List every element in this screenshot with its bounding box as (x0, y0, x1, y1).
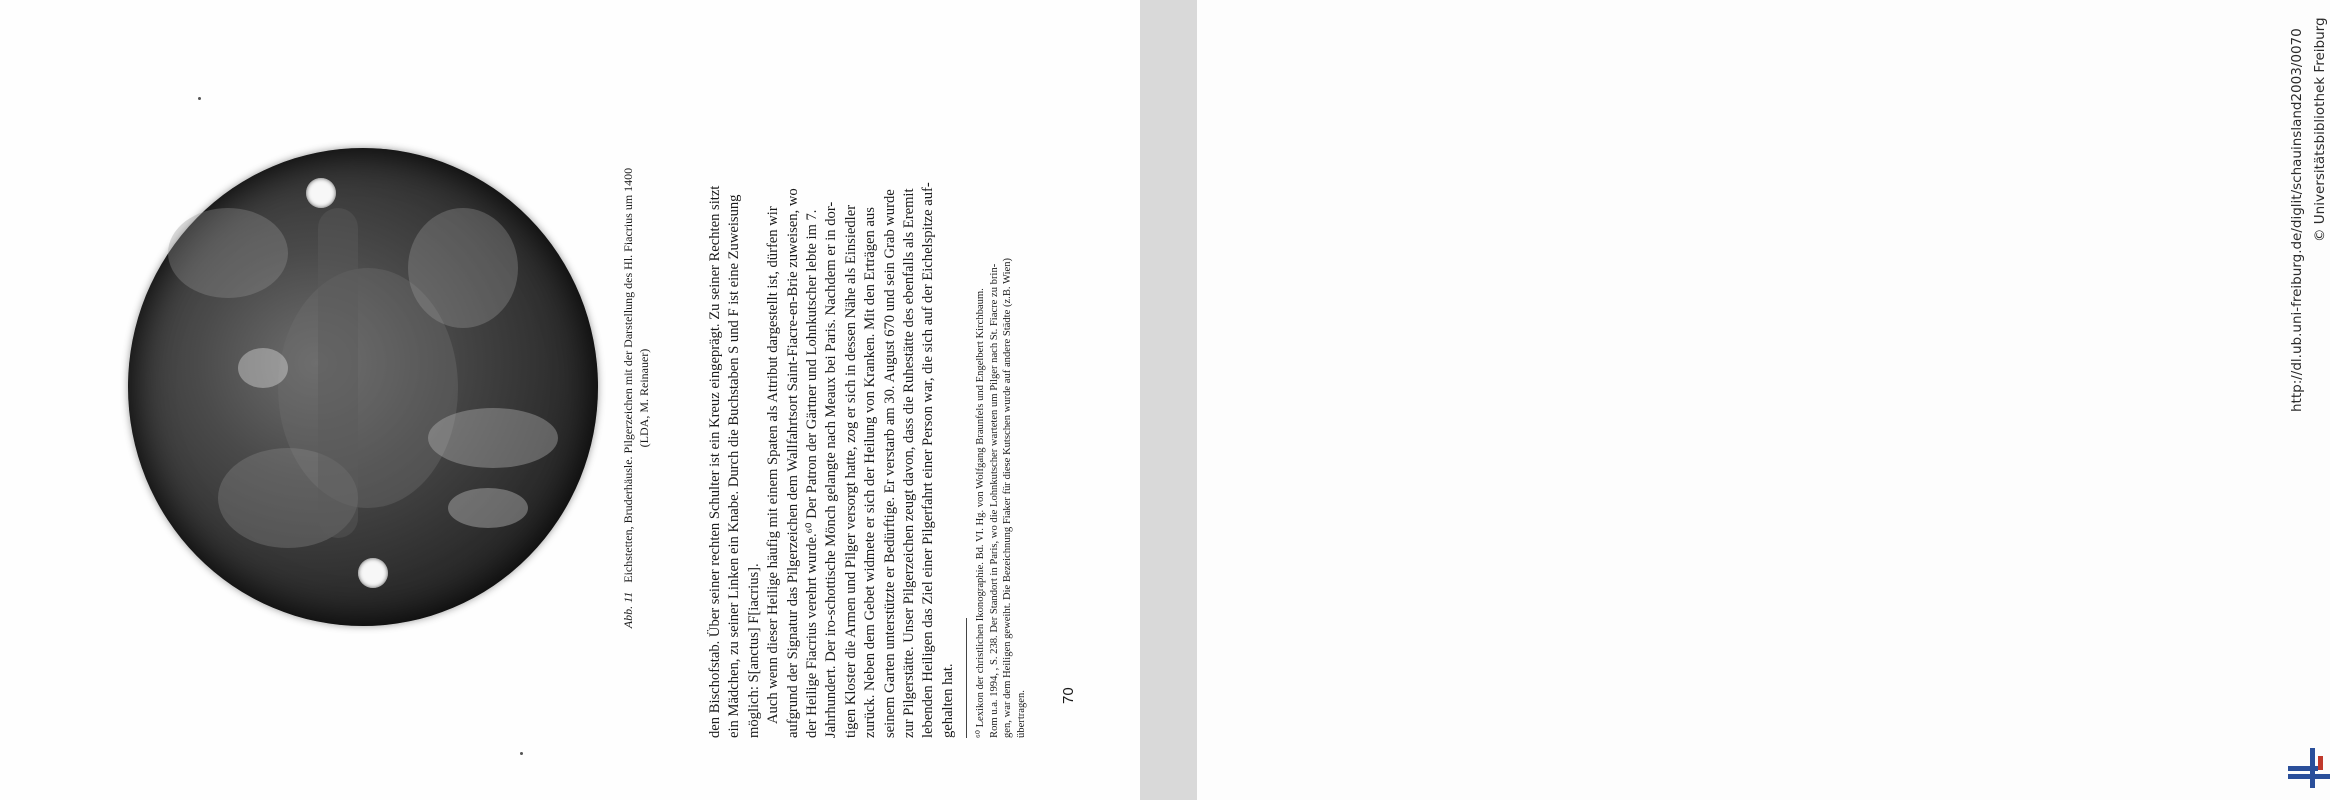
body-line: möglich: S[anctus] F[iacrius]. (745, 563, 762, 738)
body-line: gehalten hat. (939, 663, 956, 738)
caption-text: Eichstetten, Bruderhäusle. Pilgerzeichen mit der Darstellung des Hl. Fiacrius um 1400 (621, 167, 635, 583)
copyright-notice: © Universitätsbibliothek Freiburg (2312, 17, 2328, 242)
body-text (706, 66, 958, 738)
body-line: tigen Kloster die Armen und Pilger versorgt hatte, zog er sich in dessen Nähe als Einsiedler (842, 204, 859, 738)
scanned-page (0, 0, 1140, 800)
body-line: aufgrund der Signatur das Pilgerzeichen dem Wallfahrtsort Saint-Fiacre-en-Brie zuweisen, wo (784, 188, 801, 738)
body-line: seinem Garten unterstützte er Bedürftige. Er verstarb am 30. August 670 und sein Grab wurde (881, 189, 898, 738)
footnote-divider (966, 618, 967, 738)
figure-caption (620, 138, 652, 658)
permalink-url[interactable]: http://dl.ub.uni-freiburg.de/diglit/schauinsland2003/0070 (2289, 28, 2305, 412)
scan-speck (520, 752, 523, 755)
footnote (974, 66, 1028, 738)
ub-freiburg-logo-icon[interactable] (2288, 748, 2330, 788)
library-sidebar (1140, 0, 2328, 800)
body-line: lebenden Heiligen das Ziel einer Pilgerfahrt einer Person war, die sich auf der Eichelspitze auf- (920, 182, 937, 738)
caption-credit: (LDA, M. Reinauer) (637, 348, 651, 448)
body-line: den Bischofstab. Über seiner rechten Schulter ist ein Kreuz eingeprägt. Zu seiner Rechten sitzt (707, 185, 723, 738)
badge-hole (306, 178, 336, 208)
body-line: ein Mädchen, zu seiner Linken ein Knabe. Durch die Buchstaben S und F ist eine Zuweisung (726, 194, 743, 738)
body-line: zurück. Neben dem Gebet widmete er sich der Heilung von Kranken. Mit den Erträgen aus (862, 207, 879, 738)
footnote-line: ⁶⁰ Lexikon der christlichen Ikonographie. Bd. VI. Hg. von Wolfgang Braunfels und Engelbert Kirchbaum. (975, 288, 986, 738)
footnote-line: Rom u.a. 1994, , S. 238. Der Standort in Paris, wo die Lohnkutscher warteten um Pilger nach St. Fiacre zu brin- (988, 263, 1000, 738)
footnote-line: übertragen. (1015, 690, 1027, 738)
pilgrim-badge-photo (128, 148, 598, 626)
footnote-line: gen, war dem Heiligen geweiht. Die Bezeichnung Fiaker für diese Kutschen wurde auf andere Städte (z.B. Wien) (1002, 257, 1013, 738)
page-number: 70 (1060, 687, 1077, 704)
badge-hole (358, 558, 388, 588)
body-line: der Heilige Fiacrius verehrt wurde.⁶⁰ Der Patron der Gärtner und Lohnkutscher lebte im 7. (804, 209, 821, 738)
scan-speck (198, 97, 201, 100)
body-line: Jahrhundert. Der iro-schottische Mönch gelangte nach Meaux bei Paris. Nachdem er in dor- (823, 201, 840, 738)
body-line: Auch wenn dieser Heilige häufig mit einem Spaten als Attribut dargestellt ist, dürfen wir (765, 206, 782, 724)
caption-label: Abb. 11 (621, 591, 635, 629)
body-line: zur Pilgerstätte. Unser Pilgerzeichen zeugt davon, dass die Ruhestätte des ebenfalls als Eremit (901, 188, 918, 738)
